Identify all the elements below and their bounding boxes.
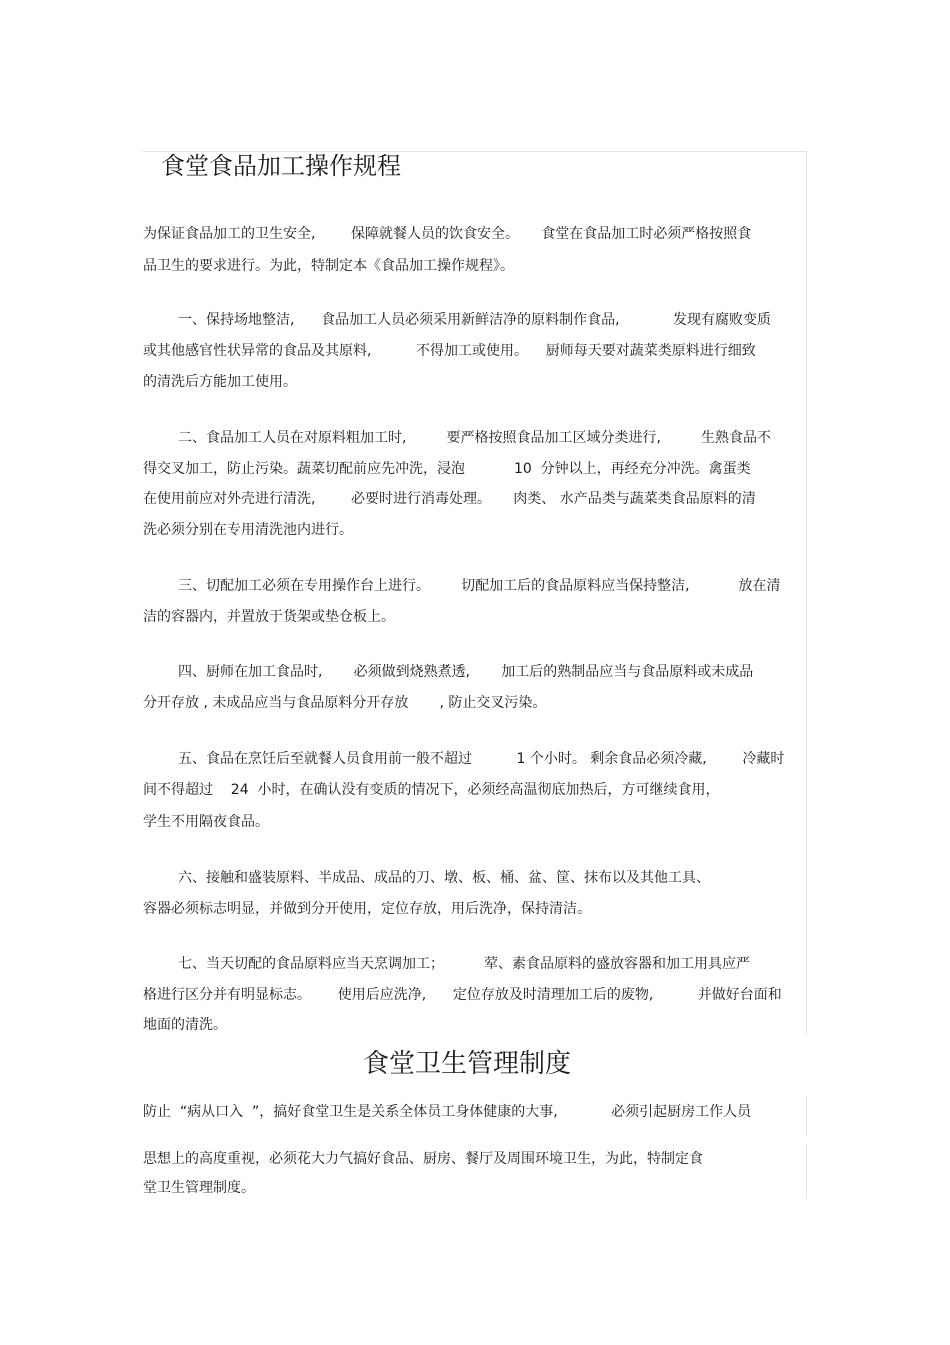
rule-1-line: 的清洗后方能加工使用。	[143, 374, 297, 390]
rule-1-line: 或其他感官性状异常的食品及其原料, 不得加工或使用。 厨师每天要对蔬菜类原料进行细致	[143, 343, 756, 359]
frame-line-right	[806, 151, 807, 1034]
rule-7-line: 地面的清洗。	[143, 1017, 227, 1033]
rule-7-line: 七、当天切配的食品原料应当天烹调加工； 荤、素食品原料的盛放容器和加工用具应严	[178, 956, 751, 972]
rule-2-line: 洗必须分别在专用清洗池内进行。	[143, 522, 353, 538]
rule-5-line: 学生不用隔夜食品。	[143, 814, 269, 830]
section2-intro-line: 防止 “病从口入 ”，搞好食堂卫生是关系全体员工身体健康的大事, 必须引起厨房工作人员	[143, 1104, 752, 1120]
rule-3-line: 三、切配加工必须在专用操作台上进行。 切配加工后的食品原料应当保持整洁, 放在清	[178, 578, 781, 594]
rule-7-line: 格进行区分并有明显标志。 使用后应洗净, 定位存放及时清理加工后的废物, 并做好台面和	[143, 987, 782, 1003]
rule-5-line: 五、食品在烹饪后至就餐人员食用前一般不超过 1 个小时。 剩余食品必须冷藏, 冷藏时	[178, 751, 785, 767]
rule-3-line: 洁的容器内，并置放于货架或垫仓板上。	[143, 609, 395, 625]
section2-intro-line: 堂卫生管理制度。	[143, 1180, 255, 1196]
rule-4-line: 四、厨师在加工食品时, 必须做到烧熟煮透, 加工后的熟制品应当与食品原料或未成品	[178, 664, 754, 680]
frame-line-right-lower	[806, 1096, 807, 1136]
rule-6-line: 容器必须标志明显，并做到分开使用，定位存放，用后洗净，保持清洁。	[143, 901, 591, 917]
rule-6-line: 六、接触和盛装原料、半成品、成品的刀、墩、板、桶、盆、筐、抹布以及其他工具、	[178, 870, 710, 886]
rule-5-line: 间不得超过 24 小时，在确认没有变质的情况下，必须经高温彻底加热后，方可继续食用，	[143, 782, 720, 798]
rule-2-line: 在使用前应对外壳进行清洗, 必要时进行消毒处理。 肉类、 水产品类与蔬菜类食品原料的清	[143, 491, 756, 507]
rule-2-line: 二、食品加工人员在对原料粗加工时, 要严格按照食品加工区域分类进行, 生熟食品不	[178, 430, 772, 446]
section1-intro-line: 品卫生的要求进行。为此，特制定本《食品加工操作规程》。	[143, 258, 514, 274]
frame-line-right-bottom	[806, 1144, 807, 1199]
section2-intro-line: 思想上的高度重视，必须花大力气搞好食品、厨房、餐厅及周围环境卫生，为此，特制定食	[143, 1151, 703, 1167]
section2-title: 食堂卫生管理制度	[362, 1049, 571, 1079]
section1-intro-line: 为保证食品加工的卫生安全, 保障就餐人员的饮食安全。 食堂在食品加工时必须严格按照食	[143, 226, 752, 242]
rule-2-line: 得交叉加工，防止污染。蔬菜切配前应先冲洗，浸泡 10 分钟以上，再经充分冲洗。禽蛋类	[143, 461, 751, 477]
section1-title: 食堂食品加工操作规程	[161, 152, 401, 180]
rule-4-line: 分开存放 , 未成品应当与食品原料分开存放 , 防止交叉污染。	[143, 695, 547, 711]
rule-1-line: 一、保持场地整洁, 食品加工人员必须采用新鲜洁净的原料制作食品, 发现有腐败变质	[178, 312, 772, 328]
